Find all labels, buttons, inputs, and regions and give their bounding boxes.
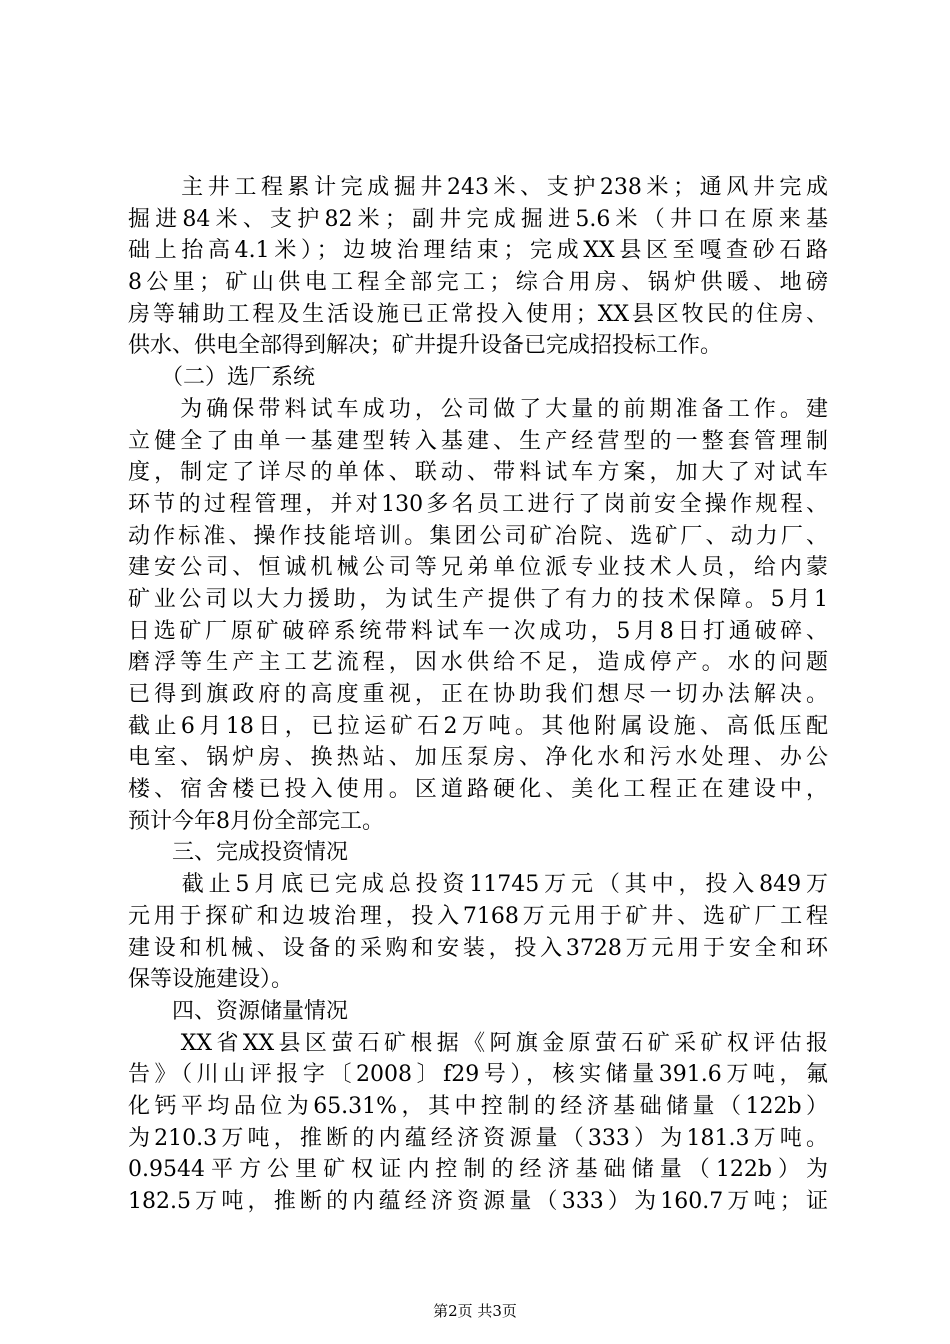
text-line: 截止5月底已完成总投资11745万元（其中，投入849万 xyxy=(128,872,828,898)
text-line: 为确保带料试车成功，公司做了大量的前期准备工作。建 xyxy=(128,396,828,422)
text-line: 环节的过程管理，并对130多名员工进行了岗前安全操作规程、 xyxy=(128,491,828,517)
text-line: 182.5万吨，推断的内蕴经济资源量（333）为160.7万吨；证 xyxy=(128,1189,828,1214)
text-line: 房等辅助工程及生活设施已正常投入使用；XX县区牧民的住房、 xyxy=(128,301,828,327)
text-line: 础上抬高4.1米）；边坡治理结束；完成XX县区至嘎查砂石路 xyxy=(128,238,828,264)
text-line: 预计今年8月份全部完工。 xyxy=(128,808,384,834)
text-line: 楼、宿舍楼已投入使用。区道路硬化、美化工程正在建设中， xyxy=(128,777,828,803)
text-line: 三、完成投资情况 xyxy=(128,840,349,866)
text-line: 供水、供电全部得到解决；矿井提升设备已完成招投标工作。 xyxy=(128,333,723,359)
text-line: 电室、锅炉房、换热站、加压泵房、净化水和污水处理、办公 xyxy=(128,745,828,771)
page-footer: 第2页 共3页 xyxy=(433,1302,517,1320)
text-line: 度，制定了详尽的单体、联动、带料试车方案，加大了对试车 xyxy=(128,460,828,486)
text-line: 掘进84米、支护82米；副井完成掘进5.6米（井口在原来基 xyxy=(128,206,828,232)
text-line: 已得到旗政府的高度重视，正在协助我们想尽一切办法解决。 xyxy=(128,682,828,707)
text-line: 日选矿厂原矿破碎系统带料试车一次成功，5月8日打通破碎、 xyxy=(128,618,828,644)
text-line: 矿业公司以大力援助，为试生产提供了有力的技术保障。5月1 xyxy=(128,586,828,612)
text-line: 为210.3万吨，推断的内蕴经济资源量（333）为181.3万吨。 xyxy=(128,1125,828,1151)
text-line: 0.9544平方公里矿权证内控制的经济基础储量（122b）为 xyxy=(128,1157,828,1183)
text-line: 主井工程累计完成掘井243米、支护238米；通风井完成 xyxy=(128,175,828,200)
text-line: XX省XX县区萤石矿根据《阿旗金原萤石矿采矿权评估报 xyxy=(128,1030,828,1056)
text-line: 告》（川山评报字〔2008〕f29号），核实储量391.6万吨，氟 xyxy=(128,1062,828,1088)
text-line: 磨浮等生产主工艺流程，因水供给不足，造成停产。水的问题 xyxy=(128,650,828,676)
text-line: 四、资源储量情况 xyxy=(128,998,349,1024)
text-line: 元用于探矿和边坡治理，投入7168万元用于矿井、选矿厂工程 xyxy=(128,903,828,929)
text-line: 动作标准、操作技能培训。集团公司矿冶院、选矿厂、动力厂、 xyxy=(128,523,828,549)
text-line: 建安公司、恒诚机械公司等兄弟单位派专业技术人员，给内蒙 xyxy=(128,555,828,581)
text-line: 建设和机械、设备的采购和安装，投入3728万元用于安全和环 xyxy=(128,935,828,961)
text-line: 8公里；矿山供电工程全部完工；综合用房、锅炉供暖、地磅 xyxy=(128,270,828,296)
text-line: 截止6月18日，已拉运矿石2万吨。其他附属设施、高低压配 xyxy=(128,713,828,739)
text-line: 化钙平均品位为65.31%，其中控制的经济基础储量（122b） xyxy=(128,1093,828,1119)
text-line: （二）选厂系统 xyxy=(128,365,316,391)
text-line: 立健全了由单一基建型转入基建、生产经营型的一整套管理制 xyxy=(128,428,828,454)
text-line: 保等设施建设）。 xyxy=(128,967,294,993)
body-text xyxy=(128,172,828,1218)
